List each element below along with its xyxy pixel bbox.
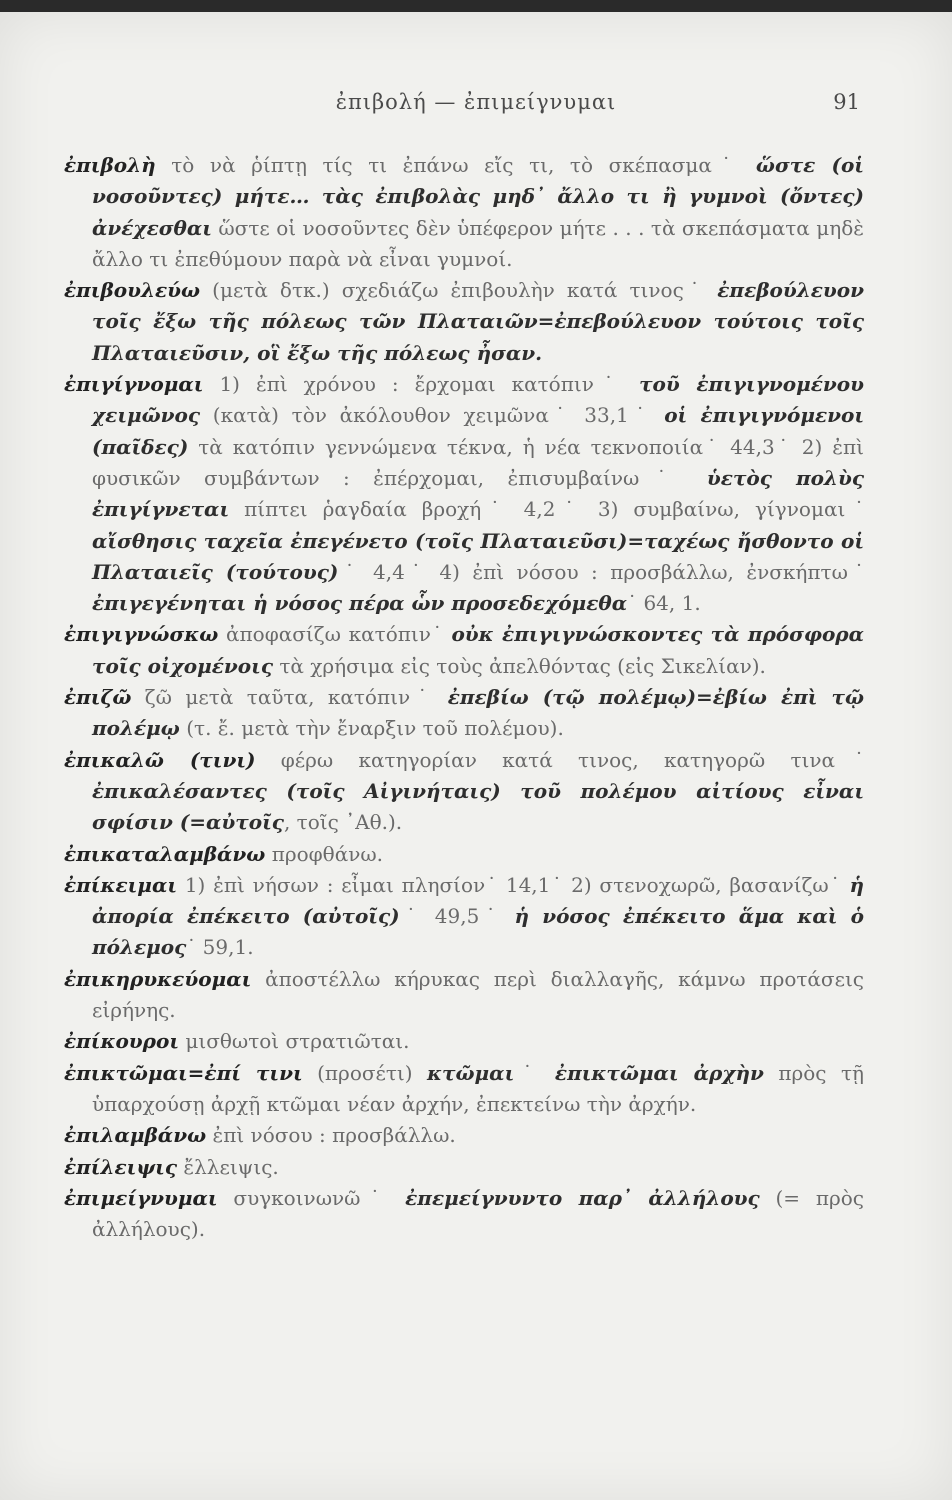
- definition-text: (κατὰ) τὸν ἀκόλουθον χειμῶνα˙ 33,1˙: [200, 403, 665, 428]
- entry: [64, 839, 864, 870]
- definition-text: ὥστε οἱ νοσοῦντες δὲν ὑπέφερον μήτε . . . τὰ σκεπάσματα μηδὲ ἄλλο τι ἐπεθύμουν παρὰ νὰ εἶναι γυμνοί.: [92, 215, 864, 271]
- headword: ἐπίλειψις: [64, 1154, 178, 1179]
- running-header: [0, 90, 952, 130]
- headword: ἐπιγίγνομαι: [64, 372, 204, 397]
- citation-phrase: ἐπεβίω (τῷ πολέμῳ)=ἐβίω ἐπὶ τῷ πολέμῳ: [92, 685, 865, 741]
- definition-text: φέρω κατηγορίαν κατά τινος, κατηγορῶ τινα˙: [255, 747, 865, 772]
- citation-phrase: ἡ ἀπορία ἐπέκειτο (αὐτοῖς): [92, 872, 864, 929]
- definition-text: ˙: [514, 1060, 555, 1085]
- definition-text: ἀποφασίζω κατόπιν˙: [218, 622, 452, 647]
- headword: ἐπίκουροι: [64, 1029, 179, 1054]
- headword: ἐπιβουλεύω: [64, 278, 201, 303]
- citation-phrase: ἡ νόσος ἐπέκειτο ἅμα καὶ ὁ πόλεμος: [92, 904, 865, 960]
- headword: ἐπιγιγνώσκω: [64, 622, 219, 647]
- definition-text: τὰ χρήσιμα εἰς τοὺς ἀπελθόντας (εἰς Σικελίαν).: [273, 653, 766, 678]
- citation-phrase: οὐκ ἐπιγιγνώσκοντες τὰ πρόσφορα τοῖς οἰχομένοις: [92, 622, 865, 678]
- definition-text: πρὸς τῇ ὑπαρχούσῃ ἀρχῇ κτῶμαι νέαν ἀρχήν, ἐπεκτείνω τὴν ἀρχήν.: [92, 1060, 865, 1116]
- headword: ἐπιμείγνυμαι: [64, 1185, 218, 1210]
- definition-text: , τοῖς ᾿Αθ.).: [283, 810, 403, 835]
- entry: [64, 1026, 864, 1057]
- definition-text: (= πρὸς ἀλλήλους).: [92, 1185, 864, 1242]
- definition-text: ˙ 4,4˙ 4) ἐπὶ νόσου : προσβάλλω, ἐνσκήπτω˙: [338, 559, 864, 584]
- definition-text: ζῶ μετὰ ταῦτα, κατόπιν˙: [131, 685, 448, 710]
- entry: [64, 619, 864, 682]
- definition-text: ἔλλειψις.: [177, 1154, 279, 1179]
- headword: ἐπίκειμαι: [64, 872, 178, 897]
- definition-text: ˙ 59,1.: [186, 935, 254, 960]
- definition-text: (μετὰ δτκ.) σχεδιάζω ἐπιβουλὴν κατά τινος˙: [200, 278, 718, 303]
- definition-text: ˙ 64, 1.: [627, 591, 701, 616]
- entry: [64, 1152, 864, 1183]
- entry: [64, 682, 864, 745]
- entry: [64, 275, 864, 369]
- citation-phrase: ὑετὸς πολὺς ἐπιγίγνεται: [92, 465, 864, 522]
- book-page: [0, 12, 952, 1500]
- citation-phrase: τοῦ ἐπιγιγνομένου χειμῶνος: [92, 372, 864, 428]
- definition-text: ἐπὶ νόσου : προσβάλλω.: [206, 1123, 456, 1148]
- citation-phrase: ἐπεμείγνυντο παρ᾽ ἀλλήλους: [405, 1185, 760, 1210]
- definition-text: μισθωτοὶ στρατιῶται.: [179, 1029, 410, 1054]
- citation-phrase: ἐπικαλέσαντες (τοῖς Αἰγινήταις) τοῦ πολέμου αἰτίους εἶναι σφίσιν (=αὐτοῖς: [92, 778, 864, 835]
- entry: [64, 369, 864, 619]
- citation-phrase: ἐπικτῶμαι ἀρχὴν: [554, 1060, 764, 1085]
- citation-phrase: ἐπεβούλευον τοῖς ἔξω τῆς πόλεως τῶν Πλαταιῶν=ἐπεβούλευον τούτοις τοῖς Πλαταιεῦσιν, οἳ ἔξω τῆς πόλεως ἦσαν.: [92, 278, 864, 365]
- headword: ἐπιβολὴ: [64, 153, 156, 177]
- headword: ἐπικαταλαμβάνω: [64, 841, 266, 866]
- citation-phrase: κτῶμαι: [427, 1060, 515, 1085]
- headword: ἐπιλαμβάνω: [64, 1123, 207, 1148]
- entry: [64, 150, 864, 275]
- page-number: 91: [833, 90, 860, 114]
- running-title: ἐπιβολή — ἐπιμείγνυμαι: [335, 90, 617, 114]
- definition-text: (προσέτι): [302, 1060, 428, 1085]
- definition-text: τὰ κατόπιν γεννώμενα τέκνα, ἡ νέα τεκνοποιία˙ 44,3˙ 2) ἐπὶ φυσικῶν συμβάντων : ἐπέρχομαι, ἐπισυμβαίνω˙: [92, 434, 864, 490]
- citation-phrase: οἱ ἐπιγιγνόμενοι (παῖδες): [92, 403, 865, 459]
- entry: [64, 1058, 864, 1121]
- definition-text: (τ. ἔ. μετὰ τὴν ἔναρξιν τοῦ πολέμου).: [179, 716, 564, 741]
- definition-text: 1) ἐπὶ χρόνου : ἔρχομαι κατόπιν˙: [203, 372, 640, 397]
- definition-text: τὸ νὰ ῥίπτῃ τίς τι ἐπάνω εἴς τι, τὸ σκέπασμα˙: [155, 153, 756, 177]
- entry: [64, 964, 864, 1027]
- definition-text: ἀποστέλλω κήρυκας περὶ διαλλαγῆς, κάμνω προτάσεις εἰρήνης.: [92, 966, 864, 1023]
- headword: ἐπιζῶ: [64, 685, 132, 710]
- definition-text: ˙ 49,5˙: [399, 904, 515, 929]
- headword: ἐπικτῶμαι=ἐπί τινι: [64, 1060, 303, 1085]
- dictionary-entries: [64, 150, 864, 1245]
- definition-text: συγκοινωνῶ˙: [217, 1185, 406, 1210]
- definition-text: πίπτει ῥαγδαία βροχή˙ 4,2˙ 3) συμβαίνω, γίγνομαι˙: [229, 497, 864, 522]
- citation-phrase: ἐπιγεγένηται ἡ νόσος πέρα ὧν προσεδεχόμεθα: [92, 591, 628, 616]
- definition-text: 1) ἐπὶ νήσων : εἶμαι πλησίον˙ 14,1˙ 2) στενοχωρῶ, βασανίζω˙: [177, 872, 850, 897]
- definition-text: προφθάνω.: [265, 841, 384, 866]
- citation-phrase: ὥστε (οἱ νοσοῦντες) μήτε… τὰς ἐπιβολὰς μηδ᾽ ἄλλο τι ἢ γυμνοὶ (ὄντες) ἀνέχεσθαι: [92, 153, 864, 240]
- headword: ἐπικαλῶ (τινι): [64, 747, 256, 772]
- citation-phrase: αἴσθησις ταχεῖα ἐπεγένετο (τοῖς Πλαταιεῦσι)=ταχέως ἤσθοντο οἱ Πλαταιεῖς (τούτους): [92, 528, 864, 584]
- entry: [64, 1120, 864, 1151]
- entry: [64, 1183, 864, 1246]
- entry: [64, 870, 864, 964]
- headword: ἐπικηρυκεύομαι: [64, 966, 252, 991]
- entry: [64, 745, 864, 839]
